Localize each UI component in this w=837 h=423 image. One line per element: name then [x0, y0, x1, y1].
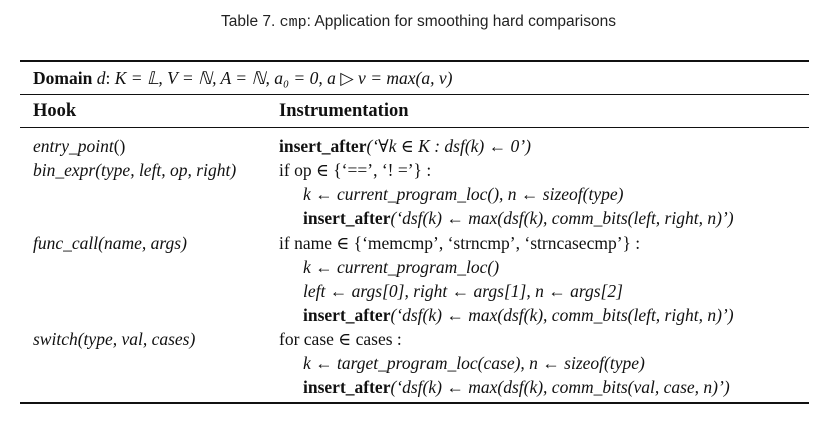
instr-text: k ← current_program_loc(), n ← sizeof(type) — [303, 184, 624, 204]
table-caption — [0, 13, 837, 31]
domain-line — [33, 68, 452, 88]
hook-switch — [33, 329, 195, 349]
hook-args: (type, left, op, right) — [95, 160, 237, 180]
instrumentation-header: Instrumentation — [279, 101, 409, 121]
hook-args: (name, args) — [98, 233, 187, 253]
instr-func-call-insert — [303, 305, 734, 325]
instr-text: k ← current_program_loc() — [303, 257, 500, 277]
caption-rest: : Application for smoothing hard comparisons — [306, 13, 616, 30]
hook-name: func_call — [33, 233, 99, 253]
instr-bin-expr-cond: if op ∈ {‘==’, ‘! =’} : — [279, 160, 432, 180]
instr-keyword: insert_after — [303, 377, 391, 397]
top-rule — [20, 60, 809, 62]
bottom-rule — [20, 402, 809, 404]
hook-name: switch — [33, 329, 78, 349]
instr-text: left ← args[0], right ← args[1], n ← args[2] — [303, 281, 623, 301]
instr-func-call-cond: if name ∈ {‘memcmp’, ‘strncmp’, ‘strncasecmp’} : — [279, 233, 641, 253]
hook-name: entry_point — [33, 136, 114, 156]
instr-entry-point — [279, 136, 531, 156]
instr-keyword: insert_after — [303, 305, 391, 325]
instr-rest: (‘dsf(k) ← max(dsf(k), comm_bits(left, right, n)’) — [390, 305, 734, 325]
instr-switch-assign — [303, 353, 645, 373]
domain-var: d — [96, 68, 106, 88]
instr-switch-loop: for case ∈ cases : — [279, 329, 402, 349]
hook-func-call — [33, 233, 187, 253]
hook-name: bin_expr — [33, 160, 96, 180]
instr-func-call-loc — [303, 257, 499, 277]
domain-colon: : — [105, 68, 111, 88]
instr-bin-expr-assign — [303, 184, 623, 204]
instr-keyword: insert_after — [303, 208, 391, 228]
domain-formula: K = 𝕃, V = ℕ, A = ℕ, a₀ = 0, a ▷ v = max(a, v) — [114, 68, 453, 88]
hook-bin-expr — [33, 160, 236, 180]
caption-name: cmp — [279, 14, 307, 31]
caption-label: Table 7. — [221, 13, 276, 30]
domain-rule — [20, 94, 809, 95]
instr-bin-expr-insert — [303, 208, 734, 228]
instr-text: k ← target_program_loc(case), n ← sizeof(type) — [303, 353, 645, 373]
instr-rest: (‘∀k ∈ K : dsf(k) ← 0’) — [366, 136, 531, 156]
instr-rest: (‘dsf(k) ← max(dsf(k), comm_bits(left, right, n)’) — [390, 208, 734, 228]
hook-args: () — [113, 136, 126, 156]
domain-label: Domain — [33, 68, 93, 88]
header-rule — [20, 127, 809, 128]
instr-keyword: insert_after — [279, 136, 367, 156]
hook-entry-point — [33, 136, 125, 156]
instr-switch-insert — [303, 377, 730, 397]
instr-func-call-args — [303, 281, 623, 301]
hook-header: Hook — [33, 101, 77, 121]
hook-args: (type, val, cases) — [77, 329, 196, 349]
instr-rest: (‘dsf(k) ← max(dsf(k), comm_bits(val, case, n)’) — [390, 377, 730, 397]
